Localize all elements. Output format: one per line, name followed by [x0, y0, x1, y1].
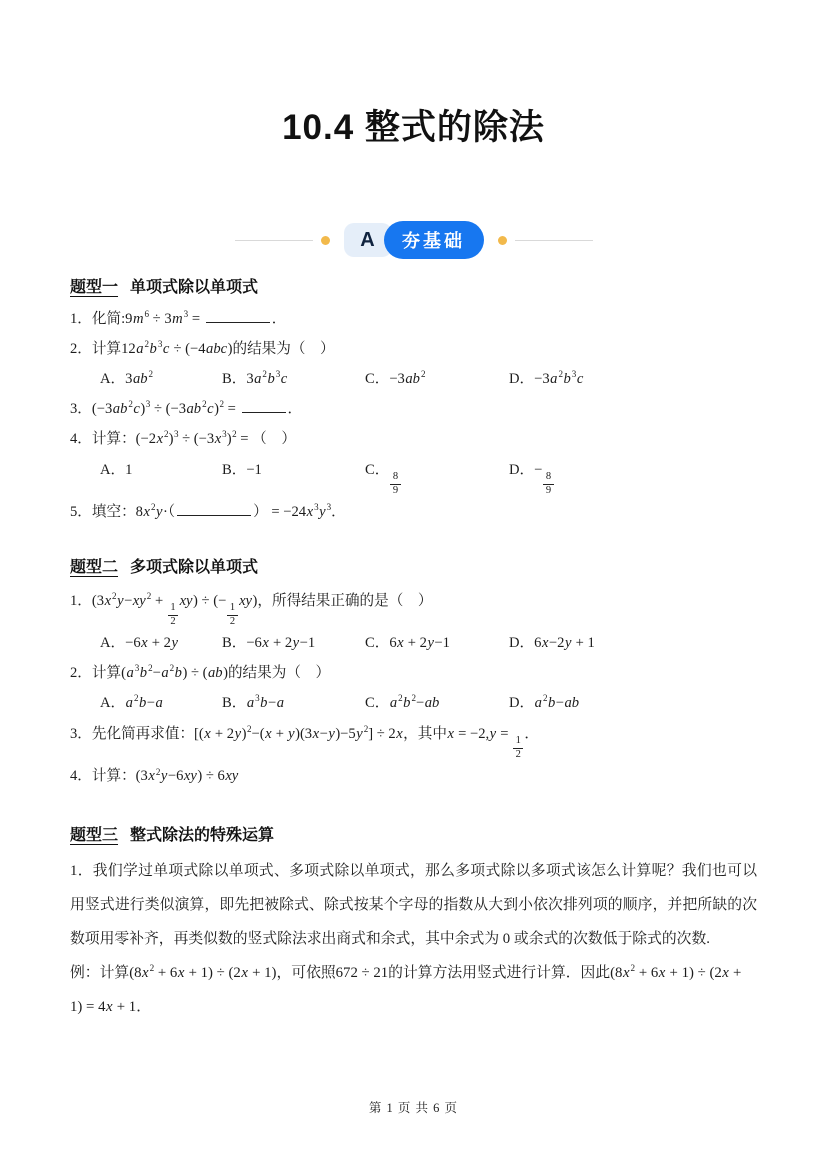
- s2-q1-option-a: A．−6x + 2y: [100, 635, 178, 652]
- s2-q2-option-a: A．$a^2b-a$: [100, 693, 163, 712]
- s2-q1-option-d: D．6x−2y + 1: [509, 635, 595, 652]
- s1-question-5: 5．填空：$8x^2y\cdot$（ ） = $-24x^3y^3$．: [70, 502, 346, 521]
- divider-dot-icon-right: [498, 236, 507, 245]
- level-a-badge: [344, 221, 484, 259]
- s1-q2-options: [70, 364, 757, 394]
- level-badge-divider: [0, 221, 827, 259]
- s2-q2-option-b: B．$a^3b-a$: [222, 693, 284, 712]
- s1-question-2: 2．计算$12a^2b^3c \div (-4abc)$的结果为（ ）: [70, 339, 335, 357]
- s2-q2-option-c: C．$a^2b^2-ab$: [365, 693, 440, 712]
- s2-q1-option-b: B．−6x + 2y−1: [222, 635, 316, 652]
- s1-q2-option-b: B．$3a^2b^3c$: [222, 369, 288, 387]
- worksheet-content: [0, 276, 827, 1024]
- s1-q4-option-d: D．− $\frac{8}{9}$: [509, 454, 757, 497]
- section-1-heading: [70, 276, 757, 300]
- s2-q1-option-c: C．6x + 2y−1: [365, 635, 450, 652]
- section-3-number: 题型三: [70, 827, 119, 845]
- s3-paragraph-1: 1．我们学过单项式除以单项式、多项式除以单项式，那么多项式除以多项式该怎么计算呢？我们也可以用竖式进行类似演算，即先把被除式、除式按某个字母的指数从大到小依次排列项的顺序，并把所缺的次数项用零补齐，再类似数的竖式除法求出商式和余式，其中余式为 0 或余式的次数低于除式的次数.: [70, 863, 757, 948]
- section-1-number: 题型一: [70, 279, 119, 296]
- s1-q2-option-a: A．$3ab^2$: [100, 369, 154, 387]
- badge-label: 夯基础: [384, 221, 484, 259]
- page-title: 10.4 整式的除法: [282, 108, 545, 147]
- s2-q1-options: [70, 628, 757, 658]
- s1-q2-option-d: D．$-3a^2b^3c$: [509, 369, 584, 387]
- section-2-number: 题型二: [70, 559, 119, 577]
- section-3-heading: [70, 824, 757, 848]
- s2-question-1: 1．($3x^2y-xy^2$ + $\frac{1}{2}$ xy) ÷ (− $\frac{1}{2}$ xy)，所得结果正确的是（ ）: [70, 591, 433, 628]
- badge-letter: A: [344, 223, 392, 257]
- section-2-heading: [70, 556, 757, 580]
- s1-q4-option-c: C． $\frac{8}{9}$: [365, 454, 509, 497]
- divider-dot-icon-left: [321, 236, 330, 245]
- s1-question-3: 3．$(-3ab^2c)^3 \div (-3ab^2c)^2$ = ．: [70, 399, 303, 417]
- page-number: 第 1 页 共 6 页: [368, 1101, 459, 1115]
- s2-question-3: 3．先化简再求值：$[(x + 2y)^2-(x + y)(3x-y)-5y^2] \div 2x$，其中x = −2,y = $\frac{1}{2}$ ．: [70, 724, 540, 761]
- s2-q2-option-d: D．$a^2b-ab$: [509, 693, 580, 712]
- s2-q2-options: [70, 688, 757, 718]
- section-1-title: 单项式除以单项式: [130, 279, 259, 296]
- section-2-title: 多项式除以单项式: [130, 559, 259, 577]
- s3-example: 例：计算$(8x^2 + 6x + 1) \div (2x + 1)$，可依照672 ÷ 21的计算方法用竖式进行计算．因此$(8x^2 + 6x + 1) \div (2x + 1) = 4x + 1$．: [70, 963, 742, 1016]
- s1-q4-option-b: B．−1: [222, 462, 262, 478]
- s2-question-4: 4．计算：$(3x^2y-6xy) \div 6xy$: [70, 766, 239, 785]
- s1-q2-option-c: C．$-3ab^2$: [365, 369, 426, 387]
- divider-line-left: [235, 240, 313, 241]
- s1-q4-options: [70, 454, 757, 497]
- s1-question-4: 4．计算：$(-2x^2)^3 \div (-3x^3)^2$ = （ ）: [70, 429, 296, 447]
- s1-question-1: 1．化简$:9m^6 \div 3m^3$ = ．: [70, 309, 287, 327]
- s1-q4-option-a: A．1: [100, 462, 133, 478]
- s2-question-2: 2．计算$(a^3b^2-a^2b) \div (ab)$的结果为（ ）: [70, 663, 331, 682]
- section-3-title: 整式除法的特殊运算: [130, 827, 275, 845]
- divider-line-right: [515, 240, 593, 241]
